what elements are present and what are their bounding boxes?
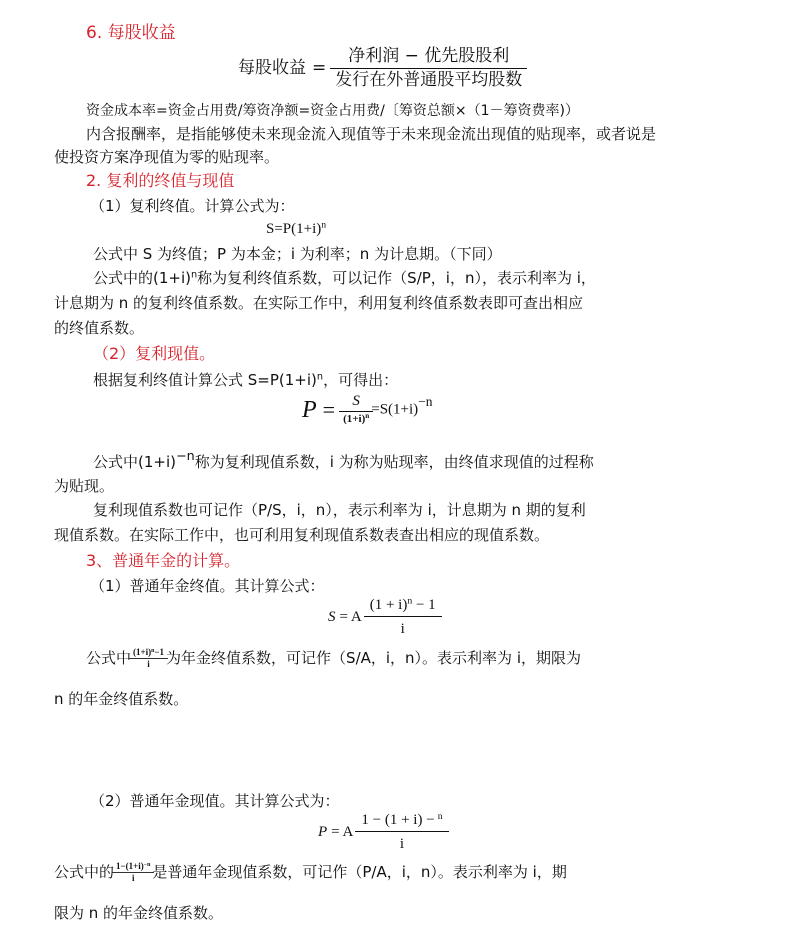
compound-pv-denominator-base: (1+i): [343, 413, 366, 425]
compound-pv-desc2-line2: 现值系数。在实际工作中，也可利用复利现值系数表查出相应的现值系数。: [54, 526, 550, 544]
heading-eps: 6. 每股收益: [86, 23, 176, 43]
annuity-fv-desc-rest: 为年金终值系数，可记作（S/A，i，n）。表示利率为 i，期限为: [166, 649, 581, 667]
annuity-pv-desc-prefix: 公式中的: [54, 863, 115, 881]
compound-fv-desc-line1: [93, 271, 596, 286]
annuity-pv-numerator: [357, 810, 446, 831]
eps-fraction: [332, 48, 525, 89]
eps-numerator: 净利润 − 优先股股利: [348, 46, 510, 66]
annuity-fv-inline-denominator: i: [129, 658, 168, 669]
compound-fv-formula-exp: n: [321, 219, 327, 231]
annuity-pv-desc-line1: [54, 862, 567, 883]
irr-text-line2: 使投资方案净现值为零的贴现率。: [54, 148, 280, 166]
compound-fv-desc-line2: 计息期为 n 的复利终值系数。在实际工作中，利用复利终值系数表即可查出相应: [54, 294, 584, 312]
annuity-pv-fraction: [357, 810, 446, 852]
annuity-fv-inline-num-exp: n: [151, 647, 155, 654]
compound-fv-desc-exp: n: [190, 269, 198, 281]
annuity-pv-desc-line2: 限为 n 的年金终值系数。: [54, 904, 224, 922]
annuity-fv-inline-numerator: [131, 648, 166, 658]
eps-formula: [238, 48, 525, 89]
compound-pv-subheading: （2）复利现值。: [93, 344, 216, 363]
annuity-fv-formula-equals: = A: [339, 609, 362, 625]
compound-pv-rhs-exp: −n: [418, 393, 433, 409]
compound-pv-desc1-exp: −n: [175, 449, 195, 464]
annuity-fv-inline-num-tail: −1: [154, 647, 165, 657]
compound-pv-formula-lhs: P: [302, 396, 317, 423]
compound-pv-desc2-line1: 复利现值系数也可记作（P/S，i，n），表示利率为 i，计息期为 n 期的复利: [93, 501, 586, 519]
annuity-fv-formula: [328, 595, 440, 637]
cost-of-capital-text: 资金成本率=资金占用费/筹资净额=资金占用费/〔筹资总额×（1－筹资费率)）: [86, 103, 579, 119]
compound-fv-desc-rest: 称为复利终值系数，可以记作（S/P，i，n），表示利率为 i，: [197, 269, 596, 287]
compound-pv-fraction: [341, 394, 371, 425]
annuity-fv-numerator-tail: − 1: [412, 597, 436, 613]
compound-pv-derivation: [93, 373, 398, 388]
annuity-pv-numerator-base: 1 − (1 + i) −: [361, 812, 435, 828]
annuity-pv-subheading: （2）普通年金现值。其计算公式为：: [90, 792, 340, 810]
compound-pv-desc1-prefix: 公式中(1+i): [93, 453, 176, 471]
annuity-pv-formula: [318, 810, 447, 852]
annuity-pv-formula-equals: = A: [331, 824, 354, 840]
compound-fv-desc-prefix: 公式中的(1+i): [93, 269, 191, 287]
annuity-fv-desc-line2: n 的年金终值系数。: [54, 690, 189, 708]
annuity-fv-inline-num-base: (1+i): [133, 647, 152, 657]
annuity-pv-inline-num-exp: −n: [143, 861, 151, 868]
annuity-pv-denominator: i: [355, 831, 448, 852]
compound-pv-rhs-base: =S(1+i): [371, 401, 419, 418]
compound-pv-formula-rhs: [371, 393, 433, 418]
annuity-pv-formula-lhs: P: [318, 824, 328, 840]
annuity-fv-formula-lhs: S: [328, 609, 336, 625]
annuity-fv-numerator-base: (1 + i): [369, 597, 408, 613]
annuity-fv-subheading: （1）普通年金终值。其计算公式：: [90, 577, 325, 595]
compound-pv-numerator: S: [352, 393, 360, 409]
annuity-pv-numerator-exp: n: [437, 810, 443, 822]
compound-fv-formula-base: S=P(1+i): [266, 221, 322, 237]
annuity-fv-inline-fraction: [131, 648, 166, 669]
compound-pv-derive-exp: n: [316, 371, 324, 383]
annuity-fv-desc-prefix: 公式中: [86, 649, 132, 667]
annuity-pv-inline-num-base: 1−(1+i): [116, 861, 144, 871]
compound-fv-subheading: （1）复利终值。计算公式为：: [90, 197, 295, 215]
compound-pv-desc1-rest: 称为复利现值系数，i 为称为贴现率，由终值求现值的过程称: [194, 453, 594, 471]
annuity-fv-denominator: i: [364, 616, 442, 637]
eps-formula-equals: =: [312, 58, 327, 78]
eps-denominator: 发行在外普通股平均股数: [330, 68, 527, 89]
compound-pv-denominator-exp: n: [365, 412, 370, 421]
irr-text-line1: 内含报酬率，是指能够使未来现金流入现值等于未来现金流出现值的贴现率，或者说是: [86, 125, 657, 143]
compound-pv-desc1-line2: 为贴现。: [54, 477, 115, 495]
compound-pv-formula-equals: =: [322, 396, 336, 422]
annuity-pv-inline-numerator: [114, 862, 152, 872]
annuity-pv-inline-fraction: [114, 862, 152, 883]
annuity-fv-numerator: [366, 595, 440, 616]
compound-pv-formula: [302, 394, 433, 425]
heading-compound: 2. 复利的终值与现值: [86, 171, 235, 190]
annuity-fv-fraction: [366, 595, 440, 637]
annuity-fv-desc-line1: [86, 648, 581, 669]
eps-formula-lhs: 每股收益: [238, 58, 306, 78]
compound-pv-derive-prefix: 根据复利终值计算公式 S=P(1+i): [93, 371, 317, 389]
annuity-pv-desc-rest: 是普通年金现值系数，可记作（P/A，i，n）。表示利率为 i，期: [152, 863, 567, 881]
annuity-fv-numerator-exp: n: [407, 595, 413, 607]
compound-pv-desc1-line1: [93, 449, 594, 471]
compound-pv-denominator: [339, 411, 373, 425]
compound-fv-desc-line3: 的终值系数。: [54, 319, 145, 337]
compound-fv-formula: [266, 219, 327, 237]
annuity-pv-inline-denominator: i: [112, 872, 154, 883]
compound-fv-legend: 公式中 S 为终值；P 为本金；i 为利率；n 为计息期。（下同）: [93, 245, 502, 263]
compound-pv-derive-suffix: ，可得出：: [323, 371, 399, 389]
heading-annuity: 3、普通年金的计算。: [86, 551, 241, 570]
